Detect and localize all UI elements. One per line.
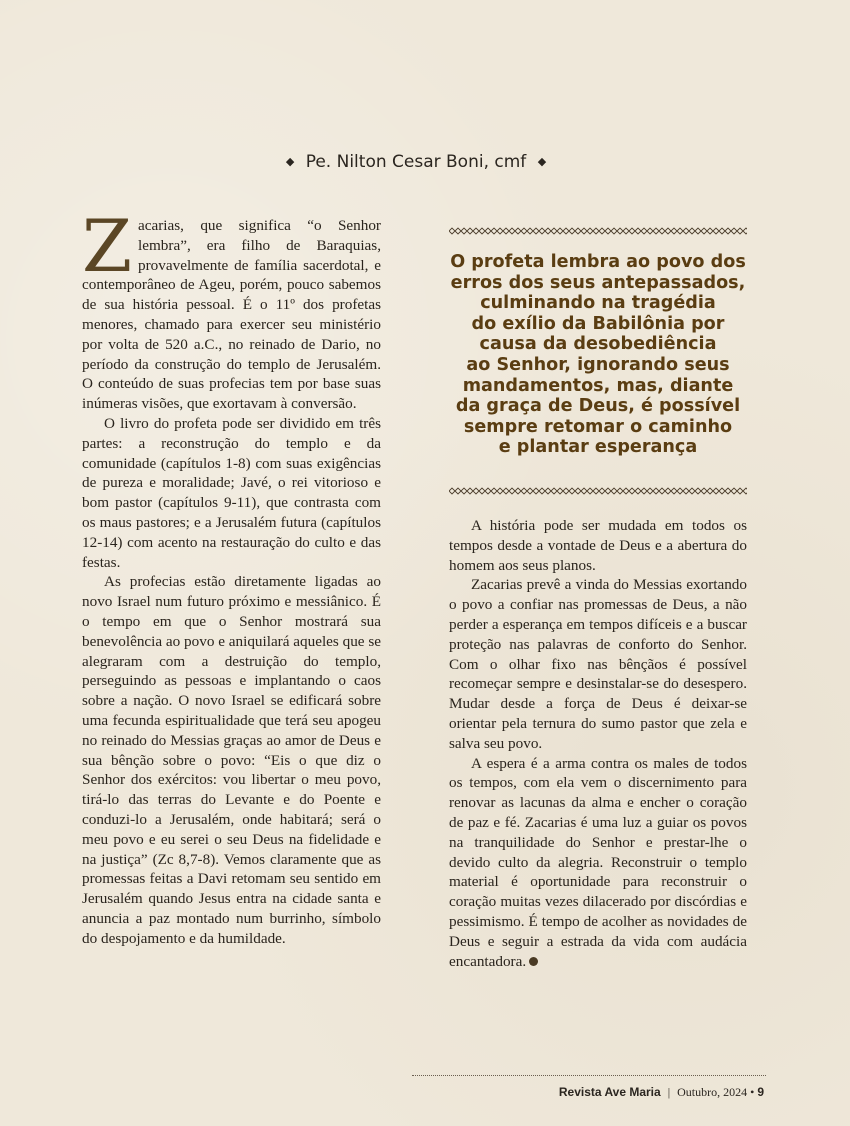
footer-rule [412, 1075, 766, 1076]
diamond-ornament-left: ◆ [285, 155, 295, 168]
pull-quote-line: ao Senhor, ignorando seus [466, 354, 730, 375]
issue-date: Outubro, 2024 [677, 1085, 748, 1099]
paragraph: A espera é a arma contra os males de todos os tempos, com ela vem o discernimento para renovar as lacunas da alma e encher o coração de paz e fé. Zacarias é uma luz a guiar os povos na tranquilidade do Senhor e prestar-lhe o devido culto da alegria. Reconstruir o templo material é oportunidade para reconstruir o coração muitas vezes dilacerado por discórdias e pessimismo. É tempo de acolher as novidades de Deus e seguir a estrada da vida com audácia encantadora. [449, 754, 747, 970]
end-mark-icon [529, 957, 538, 966]
paragraph: Zacarias, que significa “o Senhor lembra”, era filho de Baraquias, provavelmente de família sacerdotal, e contemporâneo de Ageu, porém, pouco sabemos de sua história pessoal. É o 11º dos profetas menores, chamado para exercer seu ministério por volta de 520 a.C., no reinado de Dario, no período da construção do templo de Jerusalém. O conteúdo de suas profecias tem por base suas inúmeras visões, que exortavam à conversão. [82, 204, 381, 413]
paragraph: O livro do profeta pode ser dividido em três partes: a reconstrução do templo e da comunidade (capítulos 1-8) com suas exigências de pureza e moralidade; Javé, o rei vitorioso e bom pastor (capítulos 9-11), que contrasta com os maus pastores; e a Jerusalém futura (capítulos 12-14) com acento na restauração do culto e das festas. [82, 414, 381, 571]
pull-quote-line: culminando na tragédia [480, 293, 716, 314]
pull-quote-line: causa da desobediência [479, 334, 717, 355]
magazine-name: Revista Ave Maria [558, 1085, 661, 1099]
paragraph: As profecias estão diretamente ligadas ao novo Israel num futuro próximo e messiânico. É o tempo em que o Senhor mostrará sua benevolência ao povo e aniquilará aqueles que se alegraram com a destruição do templo, perseguindo as pessoas e implantando o caos sobre a nação. O novo Israel se edificará sobre uma fecunda espiritualidade que terá seu apogeu no reinado do Messias graças ao amor de Deus e sua bênção sobre o povo: “Eis o que diz o Senhor dos exércitos: vou libertar o meu povo, tirá-lo das terras do Levante e do Poente e conduzi-lo a Jerusalém, onde habitará; será o meu povo e eu serei o seu Deus na fidelidade e na justiça” (Zc 8,7-8). Vemos claramente que as promessas feitas a Davi retomam seu sentido em Jerusalém quando Jesus entra na cidade santa e anuncia a paz montado num burrinho, símbolo do despojamento e da humildade. [82, 573, 381, 947]
page-number: 9 [757, 1085, 764, 1099]
footer-bullet: • [750, 1085, 755, 1099]
pull-quote-line: erros dos seus antepassados, [450, 272, 746, 293]
paragraph: Zacarias prevê a vinda do Messias exortando o povo a confiar nas promessas de Deus, a não perder a esperança em tempos difíceis e a buscar proteção nas palavras de conforto do Senhor. Com o olhar fixo nas bênçãos é possível recomeçar sempre e desinstalar-se do desespero. Mudar desde a força de Deus é deixar-se orientar pela ternura do sumo pastor que zela e salva seu povo. [449, 576, 747, 752]
page-footer [559, 1085, 764, 1100]
pull-quote-line: e plantar esperança [498, 437, 698, 458]
pull-quote-line: O profeta lembra ao povo dos [450, 252, 746, 272]
zigzag-divider-bottom [449, 487, 747, 495]
zigzag-divider-top [449, 227, 747, 235]
right-column [449, 516, 747, 971]
author-name: Pe. Nilton Cesar Boni, cmf [305, 152, 527, 172]
pull-quote [449, 252, 747, 458]
drop-cap: Z [82, 204, 133, 288]
diamond-ornament-right: ◆ [537, 155, 547, 168]
pull-quote-line: da graça de Deus, é possível [455, 396, 741, 417]
pull-quote-line: sempre retomar o caminho [463, 416, 733, 437]
pull-quote-line: mandamentos, mas, diante [462, 375, 734, 396]
footer-separator: | [667, 1085, 671, 1099]
left-column [82, 204, 381, 948]
pull-quote-line: do exílio da Babilônia por [471, 313, 725, 334]
author-byline [0, 152, 832, 172]
paragraph: A história pode ser mudada em todos os tempos desde a vontade de Deus e a abertura do homem aos seus planos. [449, 517, 747, 574]
